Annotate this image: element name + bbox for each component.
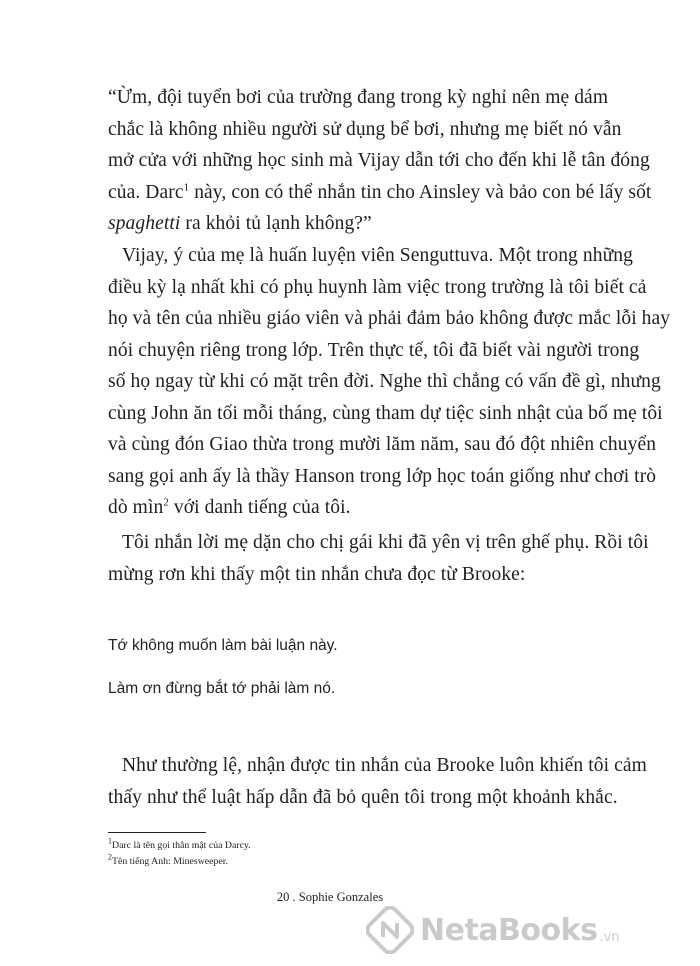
watermark-suffix: .vn xyxy=(599,929,620,945)
text-run: dò mìn xyxy=(108,497,164,518)
text-line xyxy=(108,492,620,524)
footnote-text: Darc là tên gọi thân mật của Darcy. xyxy=(112,840,251,851)
text-run: này, con có thể nhắn tin cho Ainsley và bảo con bé lấy sốt xyxy=(189,181,652,203)
text-message-2: Làm ơn đừng bắt tớ phải làm nó. xyxy=(108,680,336,697)
text-line xyxy=(108,177,652,209)
watermark-text: NetaBooks xyxy=(420,912,598,948)
netabooks-logo-icon xyxy=(366,906,414,954)
text-message-1: Tớ không muốn làm bài luận này. xyxy=(108,637,338,654)
text-line: “Ừm, đội tuyển bơi của trường đang trong kỳ nghỉ nên mẹ dám xyxy=(108,87,609,108)
page-folio: 20 . Sophie Gonzales xyxy=(276,890,384,904)
paragraph-2 xyxy=(108,240,671,524)
text-line xyxy=(108,208,620,240)
text-line: mừng rơn khi thấy một tin nhắn chưa đọc từ Brooke: xyxy=(108,563,526,585)
text-line: họ và tên của nhiều giáo viên và phải đảm bảo không được mắc lỗi hay xyxy=(108,308,671,329)
footnote-ref-2[interactable]: 2 xyxy=(163,496,169,509)
text-line: Như thường lệ, nhận được tin nhắn của Brooke luôn khiến tôi cảm xyxy=(122,755,647,776)
text-line: Vijay, ý của mẹ là huấn luyện viên Senguttuva. Một trong những xyxy=(122,245,633,266)
footnote-number: 2 xyxy=(108,852,112,862)
text-run: của. Darc xyxy=(108,181,184,203)
footnote-text: Tên tiếng Anh: Minesweeper. xyxy=(112,856,228,867)
paragraph-1 xyxy=(108,82,652,240)
text-line: Tôi nhắn lời mẹ dặn cho chị gái khi đã yên vị trên ghế phụ. Rồi tôi xyxy=(122,532,649,553)
watermark xyxy=(366,902,696,958)
paragraph-3 xyxy=(108,527,649,590)
text-line: cùng John ăn tối mỗi tháng, cùng tham dự tiệc sinh nhật của bố mẹ tôi xyxy=(108,402,663,424)
footnote-divider xyxy=(108,832,206,833)
text-line: mở cửa với những học sinh mà Vijay dẫn tới cho đến khi lễ tân đóng xyxy=(108,150,650,171)
text-run: ra khỏi tủ lạnh không?” xyxy=(180,213,372,234)
footnote-ref-1[interactable]: 1 xyxy=(183,181,190,193)
text-run: với danh tiếng của tôi. xyxy=(168,497,351,518)
text-line: sang gọi anh ấy là thầy Hanson trong lớp học toán giống như chơi trò xyxy=(108,465,657,487)
text-line: nói chuyện riêng trong lớp. Trên thực tế, tôi đã biết vài người trong xyxy=(108,339,640,361)
paragraph-4 xyxy=(108,750,647,813)
text-line: chắc là không nhiều người sử dụng bể bơi, nhưng mẹ biết nó vẫn xyxy=(108,118,622,140)
text-line: thấy như thể luật hấp dẫn đã bỏ quên tôi trong một khoảnh khắc. xyxy=(108,786,618,808)
footnote-1 xyxy=(108,836,251,851)
text-line: và cùng đón Giao thừa trong mười lăm năm, sau đó đột nhiên chuyển xyxy=(108,434,657,455)
footnote-2 xyxy=(108,852,228,867)
footnote-number: 1 xyxy=(108,836,112,846)
italic-word: spaghetti xyxy=(108,213,181,234)
text-line: số họ ngay từ khi có mặt trên đời. Nghe thì chẳng có vấn đề gì, nhưng xyxy=(108,371,661,392)
text-line: điều kỳ lạ nhất khi có phụ huynh làm việc trong trường là tôi biết cả xyxy=(108,276,647,298)
